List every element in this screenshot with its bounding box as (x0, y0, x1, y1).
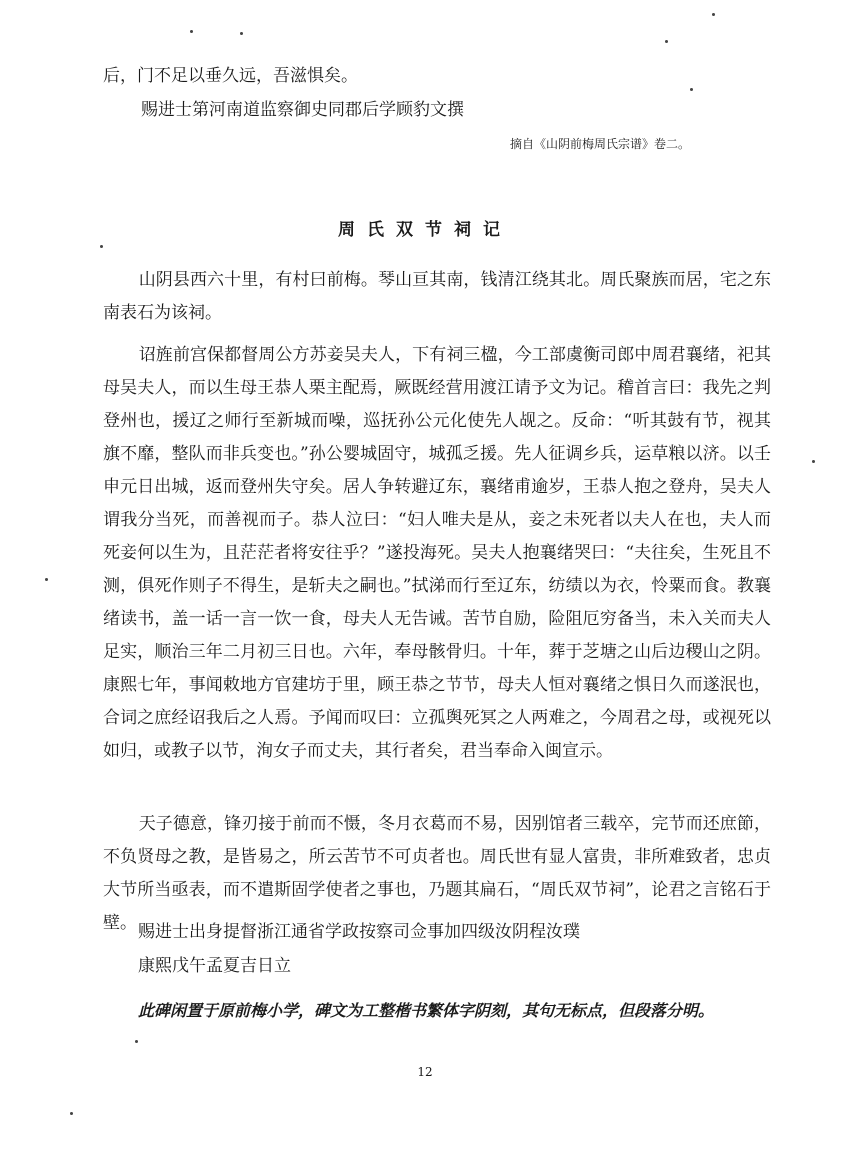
signature-author: 赐进士出身提督浙江通省学政按察司佥事加四级汝阴程汝璞 (138, 922, 580, 942)
scan-speck (135, 1040, 138, 1043)
paragraph-1: 山阴县西六十里，有村曰前梅。琴山亘其南，钱清江绕其北。周氏聚族而居，宅之东南表石为该祠。 (103, 270, 771, 323)
scan-speck (190, 30, 193, 33)
previous-author-line: 赐进士第河南道监察御史同郡后学顾豹文撰 (141, 100, 464, 120)
editor-note: 此碑闲置于原前梅小学，碑文为工整楷书繁体字阴刻，其句无标点，但段落分明。 (138, 1001, 715, 1020)
scan-speck (70, 1112, 73, 1115)
scan-speck (665, 40, 668, 43)
scan-speck (45, 578, 48, 581)
scan-speck (240, 32, 243, 35)
scan-speck (812, 460, 815, 463)
scan-speck (690, 88, 693, 91)
source-citation: 摘自《山阴前梅周氏宗谱》卷二。 (509, 137, 690, 151)
scan-speck (100, 245, 103, 248)
previous-text-ending: 后，门不足以垂久远，吾滋惧矣。 (103, 66, 358, 86)
signature-date: 康熙戊午孟夏吉日立 (138, 956, 291, 976)
paragraph-2: 诏旌前宫保都督周公方苏妾吴夫人，下有祠三楹，今工部虞衡司郎中周君襄绪，祀其母吴夫人，而以生母王恭人栗主配焉，厥既经营用渡江请予文为记。稽首言曰：我先之判登州也，援辽之师行至新城而噪，巡抚孙公元化使先人觇之。反命：“听其鼓有节，视其旗不靡，整队而非兵变也。”孙公婴城固守，城孤乏援。先人征调乡兵，运草粮以济。以壬申元日出城，返而登州失守矣。居人争转避辽东，襄绪甫逾岁，王恭人抱之登舟，吴夫人谓我分当死，而善视而子。恭人泣曰：“妇人唯夫是从，妾之未死者以夫人在也，夫人而死妾何以生为，且茫茫者将安往乎？”遂投海死。吴夫人抱襄绪哭曰：“夫往矣，生死且不测，俱死作则子不得生，是斩夫之嗣也。”拭涕而行至辽东，纺绩以为衣，怜粟而食。教襄绪读书，盖一话一言一饮一食，母夫人无告诫。苦节自励，险阻厄穷备当，未入关而夫人足实，顺治三年二月初三日也。六年，奉母骸骨归。十年，葬于芝塘之山后边稷山之阴。康熙七年，事闻敕地方官建坊于里，顾王恭之节节，母夫人恒对襄绪之惧日久而遂泯也，合词之庶经诏我后之人焉。予闻而叹曰：立孤舆死冥之人两难之，今周君之母，或视死以如归，或教子以节，洵女子而丈夫，其行者矣，君当奉命入闽宣示。 (103, 345, 771, 761)
paragraph-3: 天子德意，锋刃接于前而不慑，冬月衣葛而不易，因别馆者三载卒，完节而还庶節，不负贤母之教，是皆易之，所云苦节不可贞者也。周氏世有显人富贵，非所难致者，忠贞大节所当亟表，而不遣斯固学使者之事也，乃题其扁石，“周氏双节祠”，论君之言铭石于壁。 (103, 814, 771, 933)
page-number: 12 (417, 1065, 433, 1079)
scan-speck (712, 13, 715, 16)
article-title: 周氏双节祠记 (338, 220, 512, 240)
